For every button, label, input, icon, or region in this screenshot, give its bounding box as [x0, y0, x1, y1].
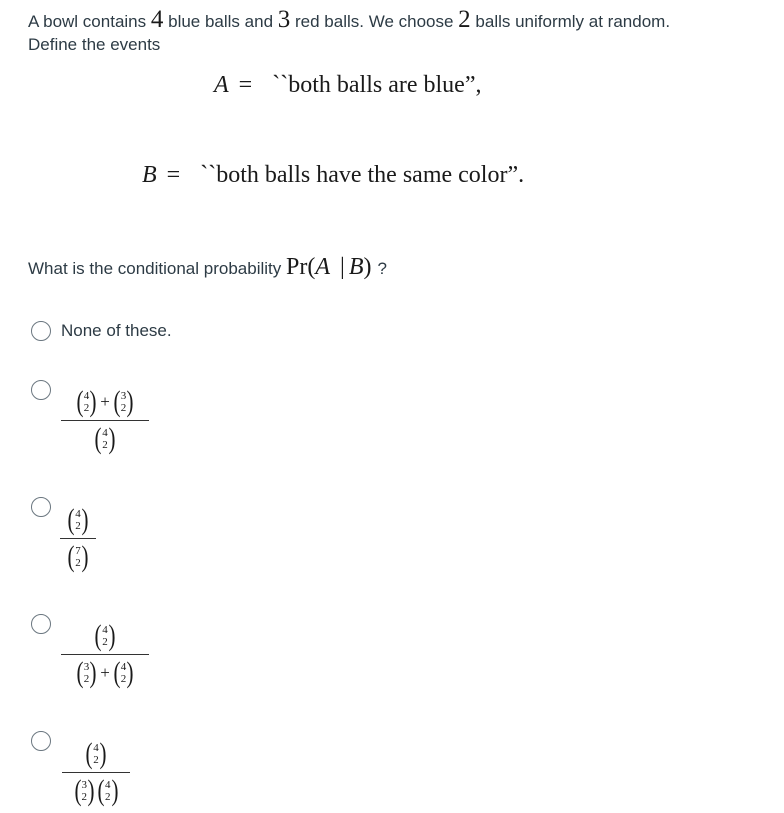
formula-numerator — [66, 502, 90, 538]
intro-text-1: A bowl contains — [28, 12, 147, 31]
option-formula-2 — [60, 384, 150, 457]
binomial-coefficient: ( 4 2 ) — [94, 619, 116, 652]
formula-denominator — [75, 655, 136, 691]
binom-k: 2 — [120, 402, 127, 414]
intro-text-3: red balls. We choose — [295, 12, 454, 31]
option-formula-5 — [60, 736, 132, 809]
event-b-text: ``both balls have the same color”. — [200, 162, 525, 188]
binom-n: 4 — [120, 661, 127, 673]
prompt-text: What is the conditional probability — [28, 259, 282, 278]
binomial-coefficient: ( 4 2 ) — [97, 774, 118, 807]
binom-k: 2 — [75, 557, 81, 569]
binom-k: 2 — [105, 791, 111, 803]
binom-n: 3 — [120, 390, 127, 402]
binom-k: 2 — [83, 402, 90, 414]
formula-denominator — [93, 421, 117, 457]
blue-count: 4 — [150, 6, 164, 33]
option-radio-3[interactable] — [31, 497, 51, 517]
intro-text-2: blue balls and — [168, 12, 274, 31]
red-count: 3 — [277, 6, 291, 33]
binom-n: 4 — [105, 779, 111, 791]
binomial-coefficient: ( 3 2 ) — [113, 385, 134, 418]
binom-n: 4 — [102, 427, 108, 439]
event-a-eq: = — [238, 72, 253, 98]
formula-numerator — [84, 736, 108, 772]
binomial-coefficient: ( 3 2 ) — [76, 656, 97, 689]
formula-numerator — [75, 384, 136, 420]
binom-n: 3 — [83, 661, 90, 673]
prompt-math: Pr(A | B) — [285, 254, 372, 280]
binomial-coefficient: ( 4 2 ) — [94, 422, 116, 455]
option-radio-4[interactable] — [31, 614, 51, 634]
binomial-coefficient: ( 4 2 ) — [76, 385, 97, 418]
binom-k: 2 — [102, 439, 108, 451]
option-radio-2[interactable] — [31, 380, 51, 400]
option-formula-4 — [60, 618, 150, 691]
binomial-coefficient: ( 3 2 ) — [74, 774, 95, 807]
prompt-end: ? — [377, 259, 387, 278]
event-b — [142, 162, 524, 189]
formula-denominator — [66, 539, 90, 575]
event-a — [214, 72, 481, 99]
event-b-eq: = — [166, 162, 181, 188]
plus-sign: + — [100, 392, 110, 411]
binom-n: 4 — [75, 508, 81, 520]
question-intro — [28, 8, 670, 33]
formula-numerator — [93, 618, 117, 654]
binomial-coefficient: ( 4 2 ) — [85, 737, 107, 770]
intro-text-4: balls uniformly at random. — [475, 12, 671, 31]
option-radio-5[interactable] — [31, 731, 51, 751]
binomial-coefficient: ( 4 2 ) — [113, 656, 134, 689]
binom-k: 2 — [93, 754, 99, 766]
binom-k: 2 — [83, 673, 90, 685]
binom-k: 2 — [120, 673, 127, 685]
event-a-var: A — [214, 72, 229, 98]
option-radio-none[interactable] — [31, 321, 51, 341]
binom-n: 3 — [81, 779, 87, 791]
binomial-coefficient: ( 4 2 ) — [67, 503, 89, 536]
event-b-var: B — [142, 162, 157, 188]
question-intro-line2: Define the events — [28, 35, 161, 54]
binom-n: 4 — [93, 742, 99, 754]
binom-k: 2 — [75, 520, 81, 532]
choose-count: 2 — [458, 6, 471, 33]
binom-n: 7 — [75, 545, 81, 557]
binom-k: 2 — [81, 791, 87, 803]
binom-n: 4 — [102, 624, 108, 636]
plus-sign: + — [100, 663, 110, 682]
option-label-none: None of these. — [61, 321, 172, 340]
option-formula-3 — [60, 502, 96, 575]
event-a-text: ``both balls are blue”, — [272, 72, 482, 98]
formula-denominator — [73, 773, 120, 809]
binomial-coefficient: ( 7 2 ) — [67, 540, 89, 573]
binom-n: 4 — [83, 390, 90, 402]
question-prompt — [28, 256, 387, 280]
binom-k: 2 — [102, 636, 108, 648]
